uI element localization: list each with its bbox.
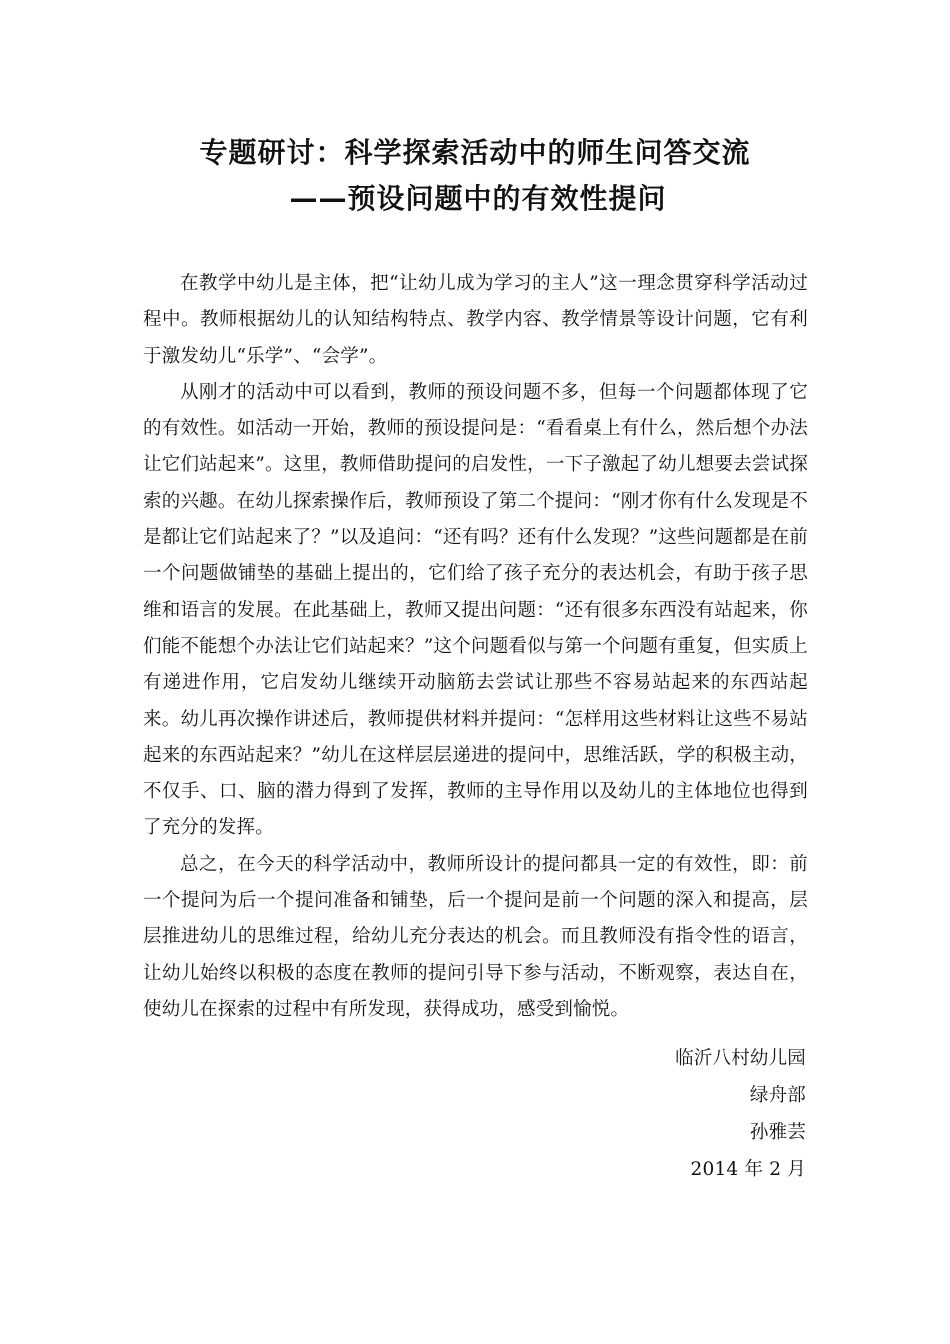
signature-date: 2014 年 2 月 [690,1159,806,1180]
document-title: 专题研讨：科学探索活动中的师生问答交流 [199,136,751,169]
signature-department: 绿舟部 [749,1085,806,1106]
title-block [0,130,950,222]
document-body [143,266,808,1028]
paragraph-1: 在教学中幼儿是主体，把“让幼儿成为学习的主人”这一理念贯穿科学活动过程中。教师根据幼儿的认知结构特点、教学内容、教学情景等设计问题，它有利于激发幼儿“乐学”、“会学”。 [143,273,808,367]
signature-author: 孙雅芸 [749,1122,806,1143]
paragraph-2: 从刚才的活动中可以看到，教师的预设问题不多，但每一个问题都体现了它的有效性。如活动一开始，教师的预设提问是：“看看桌上有什么，然后想个办法让它们站起来”。这里，教师借助提问的启发性，一下子激起了幼儿想要去尝试探索的兴趣。在幼儿探索操作后，教师预设了第二个提问：“刚才你有什么发现是不是都让它们站起来了？”以及追问：“还有吗？还有什么发现？”这些问题都是在前一个问题做铺垫的基础上提出的，它们给了孩子充分的表达机会，有助于孩子思维和语言的发展。在此基础上，教师又提出问题：“还有很多东西没有站起来，你们能不能想个办法让它们站起来？”这个问题看似与第一个问题有重复，但实质上有递进作用，它启发幼儿继续开动脑筋去尝试让那些不容易站起来的东西站起来。幼儿再次操作讲述后，教师提供材料并提问：“怎样用这些材料让这些不易站起来的东西站起来？”幼儿在这样层层递进的提问中，思维活跃，学的积极主动，不仅手、口、脑的潜力得到了发挥，教师的主导作用以及幼儿的主体地位也得到了充分的发挥。 [143,381,808,839]
signature-block [675,1040,806,1188]
paragraph-3: 总之，在今天的科学活动中，教师所设计的提问都具一定的有效性，即：前一个提问为后一个提问准备和铺垫，后一个提问是前一个问题的深入和提高，层层推进幼儿的思维过程，给幼儿充分表达的机会。而且教师没有指令性的语言，让幼儿始终以积极的态度在教师的提问引导下参与活动，不断观察，表达自在，使幼儿在探索的过程中有所发现，获得成功，感受到愉悦。 [143,853,808,1020]
signature-organization: 临沂八村幼儿园 [675,1048,806,1069]
document-subtitle: ——预设问题中的有效性提问 [289,182,667,215]
